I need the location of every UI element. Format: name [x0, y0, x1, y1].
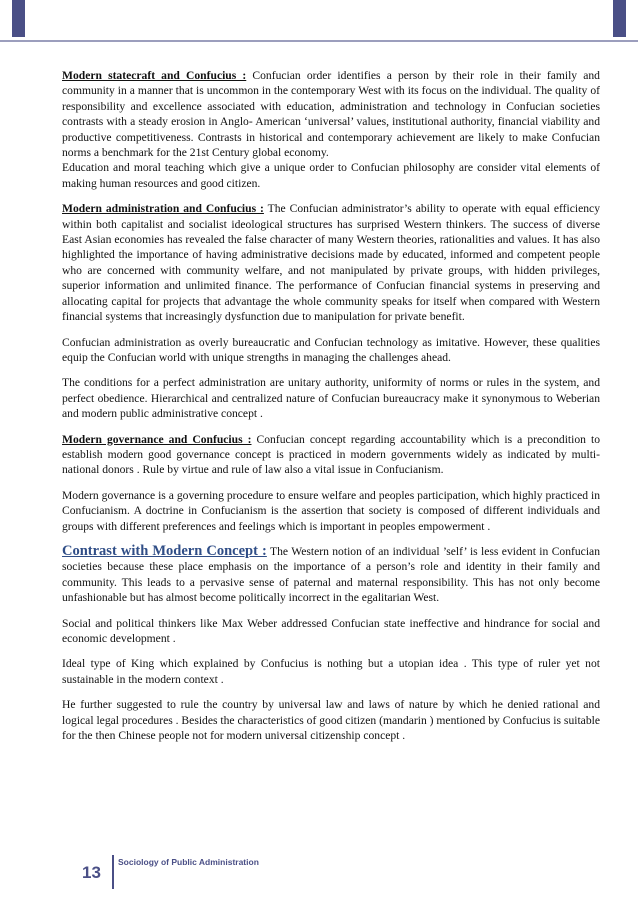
page-content	[62, 68, 600, 753]
heading-statecraft: Modern statecraft and Confucius :	[62, 69, 247, 82]
top-left-bar	[12, 0, 25, 37]
paragraph-contrast	[62, 544, 600, 606]
paragraph-text: The conditions for a perfect administration are unitary authority, uniformity of norms or rules in the system, and perfect obedience. Hierarchical and centralized nature of Confucian bureaucracy make it synonymous to Weberian and modern public administrative concept .	[62, 376, 600, 421]
paragraph-text: Confucian order identifies a person by their role in their family and community in a manner that is uncommon in the contemporary West with its focus on the individual. The quality of responsibility and excellence associated with education, administration and technology in Confucian societies contrasts with a steady erosion in Anglo- American ‘universal’ values, institutional authority, financial viability and productive competitiveness. Contrasts in historical and contemporary achievement are likely to make Confucian norms a benchmark for the 21st Century global economy.	[62, 69, 600, 160]
top-right-bar	[613, 0, 626, 37]
paragraph-governing-procedure	[62, 488, 600, 534]
paragraph-text: He further suggested to rule the country by universal law and laws of nature by which he denied rational and logical legal procedures . Besides the characteristics of good citizen (mandarin ) mentioned by Confucius is suitable for the then Chinese people not for modern universal citizenship concept .	[62, 698, 600, 743]
paragraph-text: The Western notion of an individual ’self’ is less evident in Confucian societies because these place emphasis on the importance of a person’s role and identity in their family and community. This leads to a pervasive sense of paternal and maternal responsibility. This has not only become unfashionable but has almost become politically incorrect in the egalitarian West.	[62, 544, 600, 605]
page-number: 13	[82, 863, 101, 882]
heading-contrast: Contrast with Modern Concept :	[62, 542, 267, 559]
paragraph-text: Confucian administration as overly bureaucratic and Confucian technology as imitative. However, these qualities equip the Confucian world with unique strengths in managing the challenges ahead.	[62, 335, 600, 364]
footer-title: Sociology of Public Administration	[118, 857, 259, 867]
paragraph-text: Ideal type of King which explained by Confucius is nothing but a utopian idea . This type of ruler yet not sustainable in the modern context .	[62, 657, 600, 686]
paragraph-statecraft	[62, 68, 600, 160]
paragraph-bureaucratic	[62, 335, 600, 366]
paragraph-text: Social and political thinkers like Max Weber addressed Confucian state ineffective and hindrance for social and economic development .	[62, 616, 600, 645]
paragraph-education	[62, 160, 600, 191]
paragraph-conditions	[62, 375, 600, 421]
paragraph-text: Education and moral teaching which give a unique order to Confucian philosophy are consider vital elements of making human resources and good citizen.	[62, 161, 600, 190]
paragraph-ideal-king	[62, 656, 600, 687]
paragraph-weber	[62, 616, 600, 647]
paragraph-governance	[62, 432, 600, 478]
paragraph-text: Modern governance is a governing procedure to ensure welfare and peoples participation, which highly practiced in Confucianism. A doctrine in Confucianism is the assertion that society is composed of different individuals and groups with different preferences and feelings which is important in peoples empowerment .	[62, 488, 600, 533]
paragraph-text: Confucian concept regarding accountability which is a precondition to establish modern good governance concept is practiced in modern governments widely as indicated by multi-national donors . Rule by virtue and rule of law also a vital issue in Confucianism.	[62, 432, 600, 477]
heading-governance: Modern governance and Confucius :	[62, 432, 252, 446]
footer-divider	[112, 855, 114, 889]
paragraph-administration	[62, 201, 600, 324]
header-rule	[0, 40, 638, 42]
heading-administration: Modern administration and Confucius :	[62, 202, 264, 216]
paragraph-text: The Confucian administrator’s ability to operate with equal efficiency within both capitalist and socialist ideological structures has surprised Western thinkers. The success of diverse East Asian economies has revealed the false character of many Western theories, rationalities and values. It has also highlighted the importance of having administrative decisions made by educated, informed and competent people who are concerned with community welfare, and not manipulated by private groups, with hidden privileges, superior information and unlimited finance. The performance of Confucian financial systems in preserving and allocating capital for projects that advantage the whole community speaks for itself when compared with Western financial systems that increasingly dysfunction due to manipulation for private benefit.	[62, 202, 600, 324]
paragraph-universal-law	[62, 697, 600, 743]
